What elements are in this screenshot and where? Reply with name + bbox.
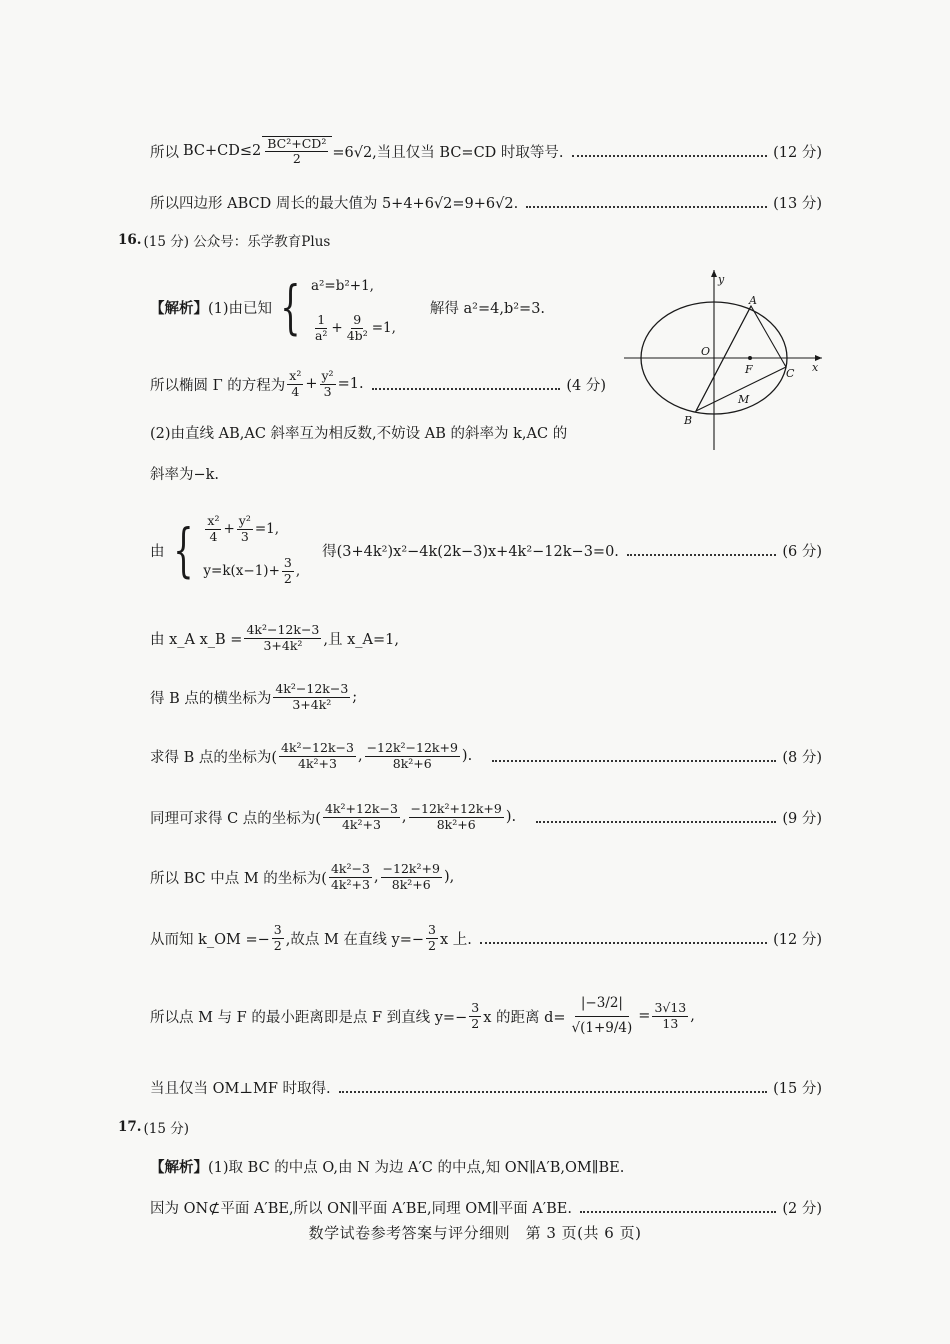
num: 1 — [317, 312, 326, 328]
equation-system — [311, 265, 396, 349]
c-label: C — [786, 367, 795, 380]
y-axis-arrow-icon — [711, 270, 717, 277]
leader-dots — [492, 759, 776, 762]
den: 2 — [283, 570, 292, 586]
system-row-2 — [203, 550, 300, 592]
den: 4 — [209, 528, 218, 544]
score: (12 分) — [773, 144, 822, 161]
tail: ; — [352, 689, 358, 705]
den: 2 — [471, 1015, 480, 1031]
head: 求得 B 点的坐标为( — [150, 749, 278, 766]
num: 9 — [353, 312, 362, 328]
f-label: F — [745, 363, 753, 376]
focus-point — [748, 356, 752, 360]
analysis-tag: 【解析】 — [150, 1158, 208, 1176]
num: 3 — [471, 1000, 480, 1016]
den: 4 — [291, 383, 300, 399]
question-17-header — [118, 1107, 822, 1147]
num: 4k²−12k−3 — [281, 740, 354, 756]
part1-system — [150, 262, 610, 352]
num: −12k²+9 — [382, 861, 440, 877]
comma: , — [373, 869, 379, 885]
frac — [244, 623, 321, 653]
analysis-tag: 【解析】 — [150, 299, 208, 317]
score: (13 分) — [773, 195, 822, 212]
head: 从而知 k_OM =− — [150, 931, 270, 948]
part2-line-b — [150, 453, 822, 493]
frac — [409, 802, 504, 832]
num: −12k²+12k+9 — [410, 801, 502, 817]
m-label: M — [738, 393, 750, 406]
den: 8k²+6 — [436, 816, 476, 832]
b-coordinate-line — [150, 736, 822, 776]
num: −12k²−12k+9 — [366, 740, 458, 756]
plus: + — [331, 320, 343, 336]
frac — [652, 1001, 688, 1031]
num: x² — [207, 513, 220, 529]
frac — [381, 862, 442, 892]
den: a² — [314, 327, 328, 343]
line-text: 所以四边形 ABCD 周长的最大值为 5+4+6√2=9+6√2. — [150, 195, 519, 212]
leader-dots — [580, 1210, 776, 1213]
comma: , — [401, 809, 407, 825]
frac — [469, 1001, 481, 1031]
frac — [287, 369, 303, 399]
equals: = — [638, 1008, 651, 1024]
eq1: a²=b²+1, — [310, 278, 374, 294]
line-text: 当且仅当 OM⊥MF 时取得. — [150, 1080, 331, 1097]
frac — [323, 802, 400, 832]
o-label: O — [701, 345, 711, 358]
system-2-line — [150, 504, 822, 596]
question-16-header — [118, 220, 822, 260]
den: 3 — [240, 528, 249, 544]
leader-dots — [480, 941, 767, 944]
page-footer: 数学试卷参考答案与评分细则 第 3 页(共 6 页) — [308, 1224, 642, 1242]
score: (8 分) — [782, 749, 822, 766]
score: (2 分) — [782, 1200, 822, 1217]
system-result: 得(3+4k²)x²−4k(2k−3)x+4k²−12k−3=0. — [322, 543, 619, 560]
system-lead: 由 — [150, 543, 165, 560]
leader-dots — [526, 205, 767, 208]
frac — [426, 923, 438, 953]
frac — [329, 862, 372, 892]
tail: , — [690, 1008, 695, 1024]
head: 所以点 M 与 F 的最小距离即是点 F 到直线 y=− — [150, 1009, 468, 1026]
num: 4k²−3 — [330, 861, 370, 877]
num: 4k²−12k−3 — [275, 681, 349, 697]
x-label: x — [812, 361, 819, 374]
question-number: 17. — [118, 1119, 142, 1135]
tail: , — [295, 563, 301, 579]
frac — [205, 514, 221, 544]
equation-system — [203, 508, 300, 592]
row2-head: y=k(x−1)+ — [203, 563, 280, 579]
tail: =1, — [254, 521, 280, 537]
num: y² — [321, 368, 334, 384]
frac — [273, 682, 350, 712]
part1-lead: (1)由已知 — [208, 300, 273, 317]
system-row-1 — [311, 265, 396, 307]
tail: ). — [461, 748, 473, 764]
leader-dots — [627, 553, 776, 556]
ellipse-diagram — [620, 266, 830, 456]
tail: =1. — [337, 376, 364, 392]
leader-dots — [372, 387, 561, 390]
score: (9 分) — [782, 810, 822, 827]
num: 3 — [428, 922, 436, 938]
line-prefix: 所以 — [150, 144, 179, 161]
score: (15 分) — [773, 1080, 822, 1097]
question-info: (15 分) — [143, 1121, 190, 1137]
system-row-2 — [311, 307, 396, 349]
y-label: y — [718, 273, 725, 286]
num: x² — [289, 368, 302, 384]
den: 8k²+6 — [391, 876, 431, 892]
den: 2 — [273, 937, 282, 953]
left-brace: { — [280, 273, 301, 341]
m-coordinate-line — [150, 857, 822, 897]
den: √(1+9/4) — [571, 1019, 633, 1036]
question-info: (15 分) 公众号：乐学教育Plus — [143, 234, 331, 250]
tail: ,且 x_A=1, — [323, 631, 399, 648]
num: 4k²+12k−3 — [324, 801, 398, 817]
line-text: (1)取 BC 的中点 O,由 N 为边 A′C 的中点,知 ON∥A′B,OM∥BE. — [208, 1159, 625, 1176]
frac — [237, 514, 253, 544]
den: 4k²+3 — [341, 816, 381, 832]
bc-cd-inequality-line — [150, 131, 822, 171]
line-prefix: 所以椭圆 Γ 的方程为 — [150, 377, 286, 394]
part2-text-a: (2)由直线 AB,AC 斜率互为相反数,不妨设 AB 的斜率为 k,AC 的 — [150, 425, 568, 442]
sqrt — [262, 136, 332, 167]
score: (6 分) — [782, 543, 822, 560]
frac — [279, 741, 356, 771]
part2-text-b: 斜率为−k. — [150, 466, 220, 483]
sqrt-num: BC²+CD² — [267, 135, 327, 151]
num: |−3/2| — [575, 992, 629, 1017]
b-abscissa-line — [150, 677, 822, 717]
leader-dots — [339, 1090, 768, 1093]
mid: ,故点 M 在直线 y=− — [285, 931, 425, 948]
num: 3 — [283, 555, 292, 571]
frac — [365, 741, 460, 771]
b-label: B — [684, 414, 693, 427]
tail: x 上. — [439, 931, 472, 948]
den: 3 — [323, 383, 332, 399]
a-label: A — [749, 294, 757, 307]
score: (4 分) — [566, 377, 606, 394]
expr-a: BC+CD≤2 — [183, 143, 262, 159]
distance-line — [150, 975, 822, 1057]
den: 13 — [662, 1015, 679, 1031]
frac — [345, 313, 370, 343]
line-text: 因为 ON⊄平面 A′BE,所以 ON∥平面 A′BE,同理 OM∥平面 A′BE. — [150, 1200, 572, 1217]
plus: + — [305, 376, 318, 392]
head: 得 B 点的横坐标为 — [150, 690, 272, 707]
frac — [320, 369, 336, 399]
tail: ). — [505, 809, 517, 825]
frac — [313, 313, 329, 343]
sqrt-den: 2 — [292, 151, 301, 166]
frac — [282, 556, 294, 586]
slope-om-line — [150, 918, 822, 958]
num: 3 — [273, 922, 282, 938]
den: 4k²+3 — [330, 876, 370, 892]
num: y² — [238, 513, 251, 529]
perimeter-max-line — [150, 182, 822, 222]
comma: , — [357, 748, 363, 764]
den: 4k²+3 — [298, 755, 337, 771]
ellipse-equation-line — [150, 364, 606, 404]
system-row-1 — [203, 508, 300, 550]
score: (12 分) — [773, 931, 822, 948]
den: 3+4k² — [292, 696, 332, 712]
head: 同理可求得 C 点的坐标为( — [150, 810, 321, 827]
tail: ), — [443, 869, 455, 885]
q17-line-1 — [150, 1146, 822, 1186]
expr-b: =6√2,当且仅当 BC=CD 时取等号. — [332, 144, 564, 161]
num: 4k²−12k−3 — [246, 622, 320, 638]
question-number: 16. — [118, 232, 142, 248]
sqrt-fraction — [265, 137, 328, 167]
q17-line-2 — [150, 1187, 822, 1227]
num: 3√13 — [654, 1000, 687, 1016]
leader-dots — [572, 154, 768, 157]
product-roots-line — [150, 618, 822, 658]
plus: + — [223, 521, 235, 537]
head: 所以 BC 中点 M 的坐标为( — [150, 870, 327, 887]
den: 4b² — [346, 327, 368, 343]
den: 3+4k² — [263, 637, 303, 653]
den: 2 — [428, 937, 436, 953]
den: 8k²+6 — [392, 755, 432, 771]
eq2-tail: =1, — [371, 320, 396, 336]
mid: x 的距离 d= — [483, 1009, 566, 1026]
frac — [272, 923, 284, 953]
left-brace: { — [172, 516, 194, 584]
head: 由 x_A x_B = — [150, 631, 243, 648]
leader-dots — [536, 820, 776, 823]
condition-line — [150, 1067, 822, 1107]
part1-result: 解得 a²=4,b²=3. — [429, 300, 546, 317]
distance-fraction — [568, 992, 637, 1040]
c-coordinate-line — [150, 797, 822, 837]
